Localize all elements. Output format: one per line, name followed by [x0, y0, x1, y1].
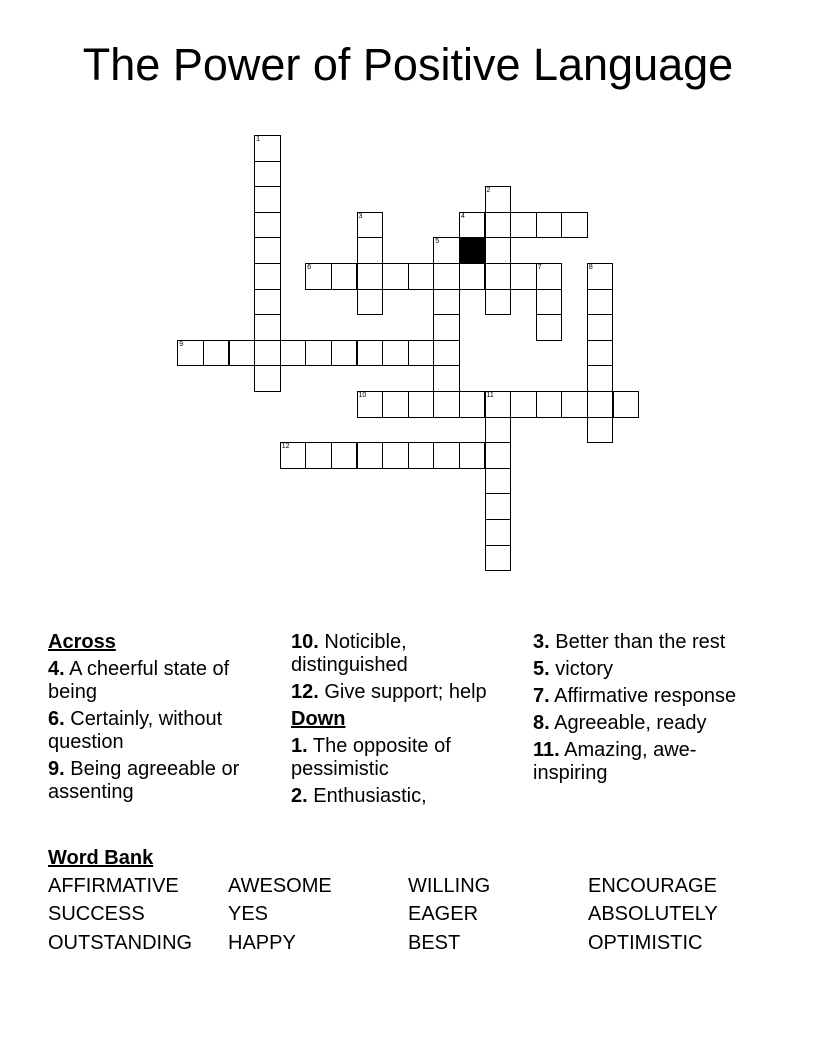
clue-text: Affirmative response — [549, 685, 737, 707]
clue-number-label: 4. — [48, 658, 65, 680]
clue-number: 9 — [179, 340, 184, 348]
clue-number: 5 — [435, 238, 440, 246]
clues-column-2 — [291, 631, 521, 812]
grid-cell[interactable] — [331, 263, 358, 290]
clue-number-label: 9. — [48, 758, 65, 780]
grid-cell[interactable] — [203, 340, 230, 367]
clue-item — [291, 631, 521, 677]
clue-item — [291, 735, 521, 781]
clue-number-label: 8. — [533, 712, 550, 734]
grid-cell[interactable] — [433, 442, 460, 469]
grid-cell[interactable] — [459, 442, 486, 469]
word-bank-item: ABSOLUTELY — [588, 903, 718, 925]
grid-cell[interactable] — [433, 314, 460, 341]
word-bank-item: AWESOME — [228, 875, 332, 897]
grid-cell[interactable] — [229, 340, 256, 367]
clue-text: Noticible, distinguished — [291, 631, 408, 676]
clue-text: The opposite of pessimistic — [291, 735, 451, 780]
clue-number: 3 — [358, 212, 363, 220]
grid-cell[interactable] — [485, 493, 512, 520]
word-bank-item: EAGER — [408, 903, 479, 925]
grid-cell[interactable] — [254, 340, 281, 367]
clue-text: victory — [549, 658, 614, 680]
grid-cell[interactable] — [485, 212, 512, 239]
clue-number: 8 — [588, 264, 593, 271]
grid-cell[interactable] — [485, 263, 512, 290]
clue-number: 4 — [460, 212, 465, 220]
grid-cell[interactable] — [561, 212, 588, 239]
grid-cell[interactable] — [357, 289, 384, 316]
grid-cell[interactable] — [510, 212, 537, 239]
clue-number-label: 7. — [533, 685, 550, 707]
clue-item — [533, 685, 763, 708]
grid-cell[interactable] — [331, 442, 358, 469]
grid-cell[interactable] — [357, 442, 384, 469]
grid-cell[interactable] — [382, 340, 409, 367]
clue-text: Give support; help — [318, 681, 487, 703]
page-title: The Power of Positive Language — [82, 39, 734, 90]
grid-cell[interactable] — [408, 391, 435, 418]
grid-cell[interactable] — [561, 391, 588, 418]
grid-cell[interactable] — [357, 263, 384, 290]
clue-number-label: 12. — [291, 681, 319, 703]
grid-cell[interactable] — [510, 391, 537, 418]
word-bank-item: OUTSTANDING — [48, 932, 193, 954]
grid-cell[interactable] — [459, 391, 486, 418]
clue-number-label: 10. — [291, 631, 319, 653]
clue-item — [48, 708, 278, 754]
clue-item — [533, 739, 763, 785]
grid-cell[interactable] — [587, 417, 614, 444]
grid-block — [459, 237, 486, 264]
grid-cell[interactable] — [485, 237, 512, 264]
word-bank-item: ENCOURAGE — [588, 875, 717, 897]
grid-cell[interactable] — [613, 391, 640, 418]
clue-text: Enthusiastic, — [307, 785, 427, 807]
grid-cell[interactable] — [485, 468, 512, 495]
word-bank-item: YES — [228, 903, 269, 925]
grid-cell[interactable] — [536, 289, 563, 316]
grid-cell[interactable] — [254, 289, 281, 316]
clue-number: 2 — [486, 187, 491, 195]
clue-text: Better than the rest — [549, 631, 726, 653]
grid-cell[interactable] — [254, 212, 281, 239]
grid-cell[interactable] — [587, 314, 614, 341]
grid-cell[interactable] — [485, 545, 512, 572]
grid-cell[interactable] — [587, 365, 614, 392]
clue-item — [291, 681, 521, 704]
grid-cell[interactable] — [433, 365, 460, 392]
clue-text: Being agreeable or assenting — [48, 758, 240, 803]
grid-cell[interactable] — [536, 212, 563, 239]
clue-text: A cheerful state of being — [48, 658, 230, 703]
grid-cell[interactable] — [254, 314, 281, 341]
clue-number-label: 2. — [291, 785, 308, 807]
clue-item — [533, 712, 763, 735]
clue-item — [533, 631, 763, 654]
clue-number-label: 5. — [533, 658, 550, 680]
clue-text: Amazing, awe-inspiring — [533, 739, 697, 784]
clue-number: 6 — [307, 264, 312, 271]
grid-cell[interactable] — [587, 340, 614, 367]
clue-number-label: 6. — [48, 708, 65, 730]
grid-cell[interactable] — [459, 263, 486, 290]
grid-cell[interactable] — [382, 263, 409, 290]
clue-item — [48, 658, 278, 704]
clue-number-label: 3. — [533, 631, 550, 653]
clue-number: 10 — [358, 392, 367, 399]
grid-cell[interactable] — [305, 340, 332, 367]
grid-cell[interactable] — [408, 263, 435, 290]
grid-cell[interactable] — [433, 289, 460, 316]
grid-cell[interactable] — [357, 237, 384, 264]
word-bank-heading: Word Bank — [48, 847, 154, 869]
clue-number: 12 — [281, 443, 290, 451]
grid-cell[interactable] — [485, 289, 512, 316]
clues-column-1 — [48, 631, 278, 808]
grid-cell[interactable] — [485, 417, 512, 444]
grid-cell[interactable] — [485, 519, 512, 546]
word-bank-item: WILLING — [408, 875, 491, 897]
clue-number: 11 — [486, 392, 494, 399]
grid-cell[interactable] — [254, 237, 281, 264]
clue-text: Certainly, without question — [48, 708, 223, 753]
clue-item — [533, 658, 763, 681]
clues-column-3 — [533, 631, 763, 789]
grid-cell[interactable] — [331, 340, 358, 367]
grid-cell[interactable] — [587, 289, 614, 316]
grid-cell[interactable] — [382, 442, 409, 469]
word-bank-item: HAPPY — [228, 932, 296, 954]
grid-cell[interactable] — [433, 340, 460, 367]
clue-text: Agreeable, ready — [549, 712, 707, 734]
clue-item — [291, 785, 521, 808]
clue-item — [48, 758, 278, 804]
word-bank-item: SUCCESS — [48, 903, 145, 925]
grid-cell[interactable] — [254, 263, 281, 290]
grid-cell[interactable] — [536, 391, 563, 418]
grid-cell[interactable] — [433, 263, 460, 290]
grid-cell[interactable] — [408, 442, 435, 469]
grid-cell[interactable] — [382, 391, 409, 418]
grid-cell[interactable] — [587, 391, 614, 418]
clue-number: 1 — [256, 136, 260, 143]
word-bank-item: AFFIRMATIVE — [48, 875, 179, 897]
grid-cell[interactable] — [510, 263, 537, 290]
grid-cell[interactable] — [305, 442, 332, 469]
grid-cell[interactable] — [254, 161, 281, 188]
grid-cell[interactable] — [433, 391, 460, 418]
down-heading: Down — [291, 708, 346, 730]
grid-cell[interactable] — [357, 340, 384, 367]
grid-cell[interactable] — [280, 340, 307, 367]
clue-number-label: 11. — [533, 739, 560, 761]
grid-cell[interactable] — [254, 365, 281, 392]
grid-cell[interactable] — [254, 186, 281, 213]
across-heading: Across — [48, 631, 116, 653]
grid-cell[interactable] — [536, 314, 563, 341]
word-bank-item: OPTIMISTIC — [588, 932, 703, 954]
clue-number-label: 1. — [291, 735, 308, 757]
grid-cell[interactable] — [485, 442, 512, 469]
word-bank-item: BEST — [408, 932, 461, 954]
grid-cell[interactable] — [408, 340, 435, 367]
clue-number: 7 — [537, 264, 542, 271]
